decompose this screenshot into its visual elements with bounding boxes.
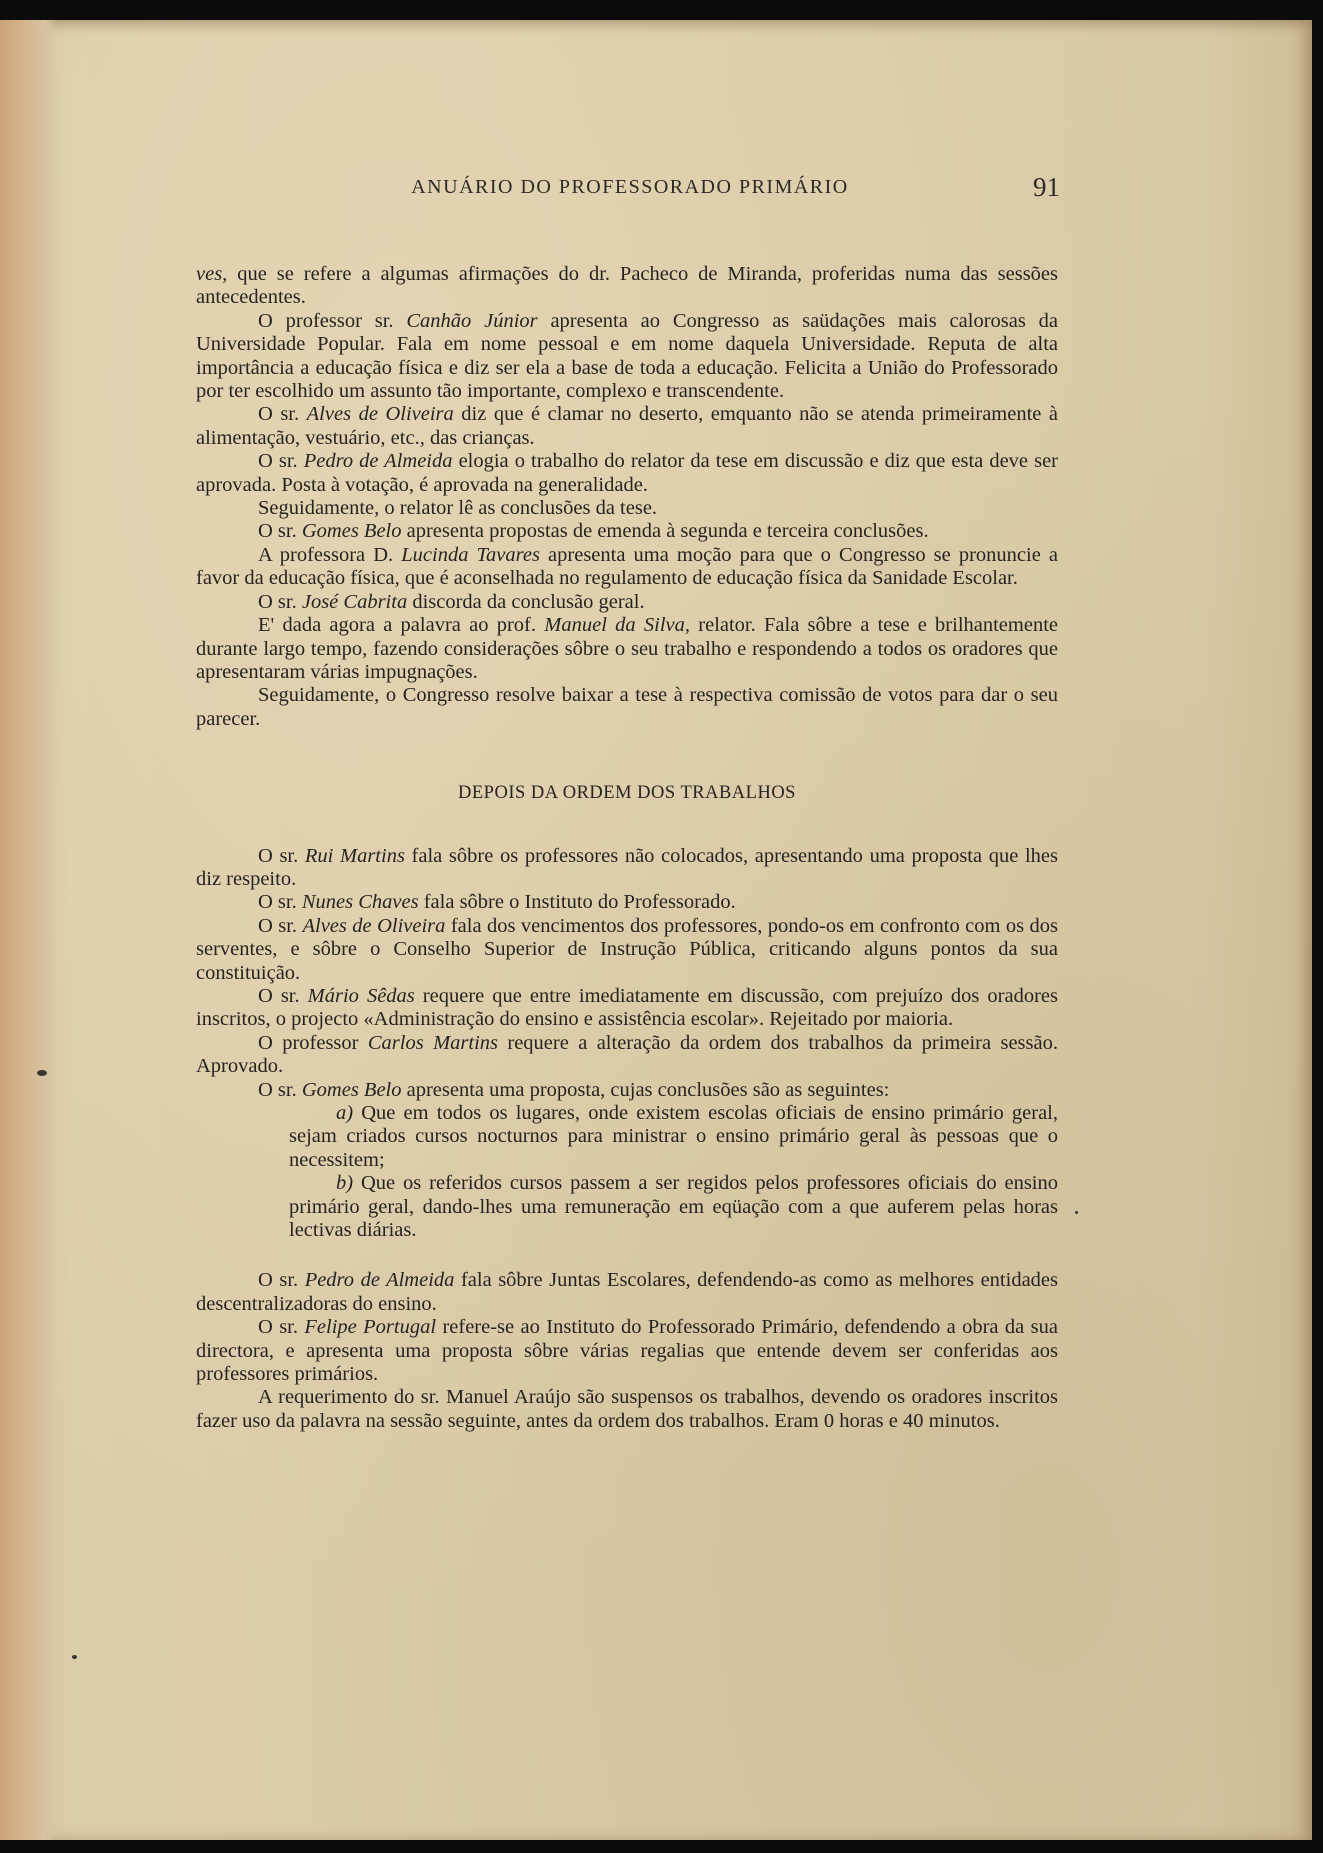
- speaker-name: Felipe Portugal: [304, 1316, 437, 1339]
- paragraph: [196, 310, 1058, 404]
- paragraph-text: que se refere a algumas afirmações do dr. Pacheco de Miranda, proferidas numa das sessões antecedentes.: [196, 263, 1058, 309]
- paragraph-text: A professora D.: [258, 543, 402, 566]
- paragraph-text: E' dada agora a palavra ao prof.: [258, 614, 545, 637]
- paragraph-text: elogia o trabalho do relator da tese em discussão e diz que esta deve ser aprovada. Posta à votação, é aprovada na generalidade.: [196, 450, 1058, 496]
- paragraph: [196, 1269, 1058, 1316]
- paragraph-text: discorda da conclusão geral.: [407, 590, 645, 613]
- paragraph-text: fala sôbre Juntas Escolares, defendendo-as como as melhores entidades descentralizadoras do ensino.: [196, 1269, 1058, 1315]
- paragraph: [196, 1316, 1058, 1386]
- paragraph: [196, 985, 1058, 1032]
- paragraph-text: O sr.: [258, 403, 307, 426]
- paragraph-text: relator. Fala sôbre a tese e brilhantemente durante largo tempo, fazendo considerações sôbre o seu trabalho e respondendo a todos os oradores que apresentaram várias impugnações.: [196, 614, 1058, 683]
- paragraph: [196, 1079, 1058, 1102]
- paragraph-text: O sr.: [258, 891, 302, 914]
- paragraph-text: O sr.: [258, 1269, 305, 1292]
- paragraph: [196, 1386, 1058, 1433]
- paragraph-text: fala sôbre o Instituto do Professorado.: [418, 891, 736, 914]
- paragraph-text: O professor sr.: [258, 309, 407, 332]
- speaker-name: Mário Sêdas: [307, 984, 415, 1007]
- proposal-item-a: [196, 1102, 1058, 1172]
- paragraph: [196, 845, 1058, 892]
- speaker-name: Alves de Oliveira: [306, 403, 454, 426]
- paragraph-text: O sr.: [258, 1078, 302, 1101]
- section-heading: DEPOIS DA ORDEM DOS TRABALHOS: [458, 783, 796, 804]
- paragraph: [196, 591, 1058, 614]
- speaker-name: Carlos Martins: [367, 1031, 498, 1054]
- running-title: ANUÁRIO DO PROFESSORADO PRIMÁRIO: [411, 176, 849, 198]
- paragraph: [196, 1032, 1058, 1079]
- page-body-text: [196, 263, 1058, 1433]
- paragraph-text: Que em todos os lugares, onde existem escolas oficiais de ensino primário geral, sejam criados cursos nocturnos para ministrar o ensino primário geral às pessoas que o necessitem;: [289, 1102, 1058, 1171]
- ink-speck: [72, 1655, 77, 1659]
- paragraph-text: apresenta ao Congresso as saüdações mais calorosas da Universidade Popular. Fala em nome pessoal e em nome daquela Universidade. Reputa de alta importância a educação física e diz ser ela a base de toda a educação. Felicita a União do Professorado por ter escolhido um assunto tão importante, complexo e transcendente.: [196, 309, 1058, 403]
- item-letter: a): [336, 1102, 354, 1124]
- speaker-name: Nunes Chaves: [301, 891, 419, 914]
- paragraph-text: diz que é clamar no deserto, emquanto não se atenda primeiramente à alimentação, vestuário, etc., das crianças.: [196, 403, 1058, 449]
- paragraph-text: O sr.: [258, 520, 302, 543]
- page-number: 91: [1033, 172, 1060, 202]
- paragraph: [196, 263, 1058, 310]
- page-binding-edge: [0, 20, 58, 1840]
- paragraph-text: O sr.: [258, 450, 304, 473]
- paragraph-text: Seguidamente, o Congresso resolve baixar a tese à respectiva comissão de votos para dar o seu parecer.: [196, 684, 1058, 730]
- paragraph-text: requere a alteração da ordem dos trabalhos da primeira sessão. Aprovado.: [196, 1031, 1058, 1078]
- spacer: [196, 1242, 1058, 1269]
- speaker-name: Gomes Belo: [301, 1078, 402, 1101]
- paragraph-text: O sr.: [258, 1316, 305, 1339]
- paragraph: [196, 915, 1058, 985]
- paragraph-text: O sr.: [258, 590, 302, 613]
- paragraph-text: requere que entre imediatamente em discussão, com prejuízo dos oradores inscritos, o projecto «Administração do ensino e assistência escolar». Rejeitado por maioria.: [196, 984, 1059, 1031]
- paragraph-text: apresenta uma proposta, cujas conclusões são as seguintes:: [401, 1078, 890, 1101]
- italic-word: ves,: [196, 263, 228, 285]
- paragraph-text: O sr.: [258, 844, 305, 867]
- speaker-name: Rui Martins: [304, 844, 405, 867]
- speaker-name: Pedro de Almeida: [304, 1269, 455, 1292]
- paragraph-text: apresenta propostas de emenda à segunda e terceira conclusões.: [401, 520, 929, 543]
- ink-speck: [1075, 1211, 1078, 1214]
- paragraph: [196, 520, 1058, 543]
- paragraph-text: apresenta uma moção para que o Congresso se pronuncie a favor da educação física, que é aconselhada no regulamento de educação física da Sanidade Escolar.: [196, 543, 1058, 590]
- paragraph-text: fala dos vencimentos dos professores, pondo-os em confronto com os dos serventes, e sôbre o Conselho Superior de Instrução Pública, criticando alguns pontos da sua constituição.: [196, 914, 1059, 984]
- page-header: [200, 172, 1060, 202]
- paragraph-text: Seguidamente, o relator lê as conclusões da tese.: [258, 497, 658, 520]
- speaker-name: Canhão Júnior: [406, 309, 538, 332]
- paragraph: [196, 614, 1058, 684]
- speaker-name: Alves de Oliveira: [302, 914, 446, 937]
- paragraph: [196, 684, 1058, 731]
- paragraph-text: fala sôbre os professores não colocados, apresentando uma proposta que lhes diz respeito.: [196, 844, 1058, 890]
- paragraph: [196, 450, 1058, 497]
- speaker-name: Pedro de Almeida: [303, 450, 453, 473]
- paragraph-text: O professor: [258, 1031, 368, 1054]
- paragraph-text: refere-se ao Instituto do Professorado Primário, defendendo a obra da sua directora, e apresenta uma proposta sôbre várias regalias que entende devem ser conferidas aos professores primários.: [196, 1316, 1058, 1386]
- ink-speck: [37, 1070, 47, 1076]
- paragraph-text: O sr.: [258, 984, 308, 1007]
- speaker-name: Gomes Belo: [301, 520, 402, 543]
- proposal-item-b: [196, 1172, 1058, 1242]
- speaker-name: José Cabrita: [301, 590, 408, 613]
- speaker-name: Manuel da Silva,: [544, 614, 691, 637]
- item-letter: b): [336, 1172, 354, 1195]
- paragraph: [196, 544, 1058, 591]
- speaker-name: Lucinda Tavares: [401, 543, 540, 566]
- paragraph: [196, 497, 1058, 520]
- paragraph-text: O sr.: [258, 914, 303, 937]
- paragraph-text: Que os referidos cursos passem a ser regidos pelos professores oficiais do ensino primário geral, dando-lhes uma remuneração em eqüação com a que auferem pelas horas lectivas diárias.: [289, 1172, 1058, 1242]
- paragraph-text: A requerimento do sr. Manuel Araújo são suspensos os trabalhos, devendo os oradores inscritos fazer uso da palavra na sessão seguinte, antes da ordem dos trabalhos. Eram 0 horas e 40 minutos.: [196, 1386, 1058, 1432]
- paragraph: [196, 403, 1058, 450]
- paragraph: [196, 891, 1058, 914]
